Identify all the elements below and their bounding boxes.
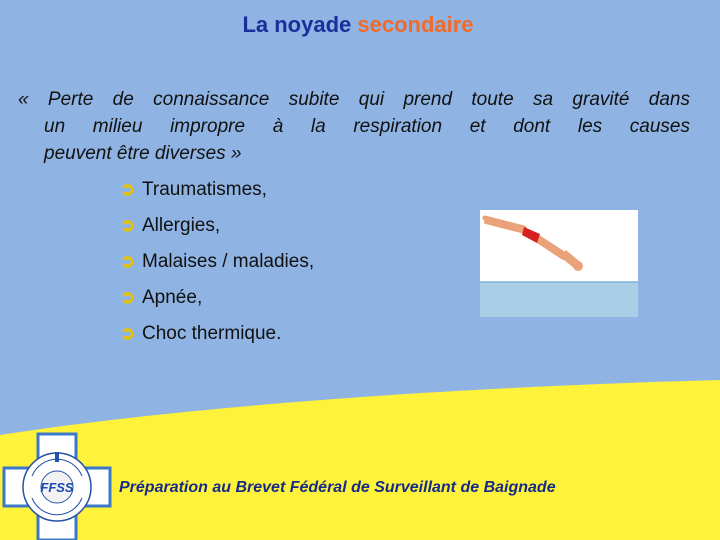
bullet-text: Traumatismes, [142, 179, 267, 200]
right-arrow-circle-icon: ➲ [120, 251, 136, 271]
bullet-text: Allergies, [142, 215, 221, 236]
quote-line-1: « Perte de connaissance subite qui prend toute sa gravité dans [18, 89, 690, 110]
list-item [120, 279, 314, 315]
bullet-text: Malaises / maladies, [142, 251, 315, 272]
title-part-1: La noyade [242, 12, 352, 37]
right-arrow-circle-icon: ➲ [120, 179, 136, 199]
causes-list [120, 171, 314, 351]
ffss-emblem [2, 432, 112, 540]
right-arrow-circle-icon: ➲ [120, 215, 136, 235]
bullet-text: Choc thermique. [142, 323, 282, 344]
bullet-text: Apnée, [142, 287, 203, 308]
definition-quote [18, 86, 690, 167]
diver-illustration [480, 210, 638, 317]
right-arrow-circle-icon: ➲ [120, 323, 136, 343]
list-item [120, 171, 314, 207]
list-item [120, 207, 314, 243]
list-item [120, 243, 314, 279]
quote-line-2: un milieu impropre à la respiration et dont les causes [44, 116, 690, 137]
diver-drawing [480, 210, 638, 317]
slide-title [0, 12, 716, 38]
svg-text:FFSS: FFSS [40, 480, 74, 495]
right-arrow-circle-icon: ➲ [120, 287, 136, 307]
ffss-logo [2, 432, 112, 540]
list-item [120, 315, 314, 351]
footer-caption: Préparation au Brevet Fédéral de Surveillant de Baignade [119, 479, 556, 496]
title-part-2: secondaire [357, 12, 474, 37]
quote-line-3: peuvent être diverses » [44, 143, 242, 164]
